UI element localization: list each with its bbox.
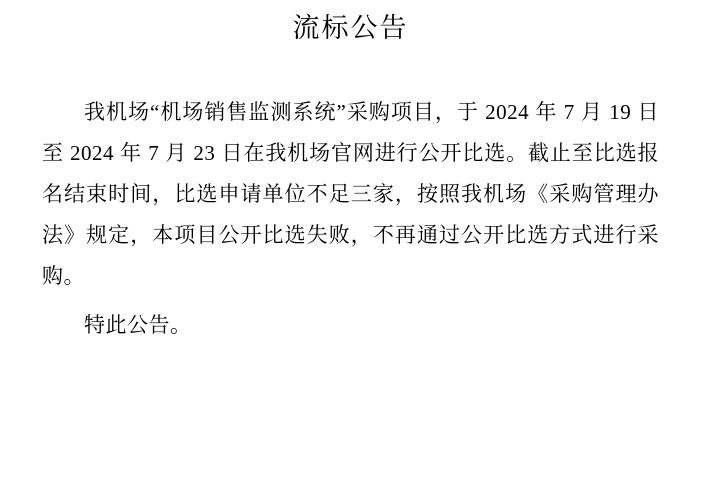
page-title: 流标公告 [292,13,409,43]
document-body [0,92,701,346]
paragraph-announcement: 我机场“机场销售监测系统”采购项目，于 2024 年 7 月 19 日至 2024 年 7 月 23 日在我机场官网进行公开比选。截止至比选报名结束时间，比选申请单位不足三家，按照我机场《采购管理办法》规定，本项目公开比选失败，不再通过公开比选方式进行采购。 [42,100,659,289]
document-page [0,12,701,488]
paragraph-closing: 特此公告。 [84,313,192,338]
